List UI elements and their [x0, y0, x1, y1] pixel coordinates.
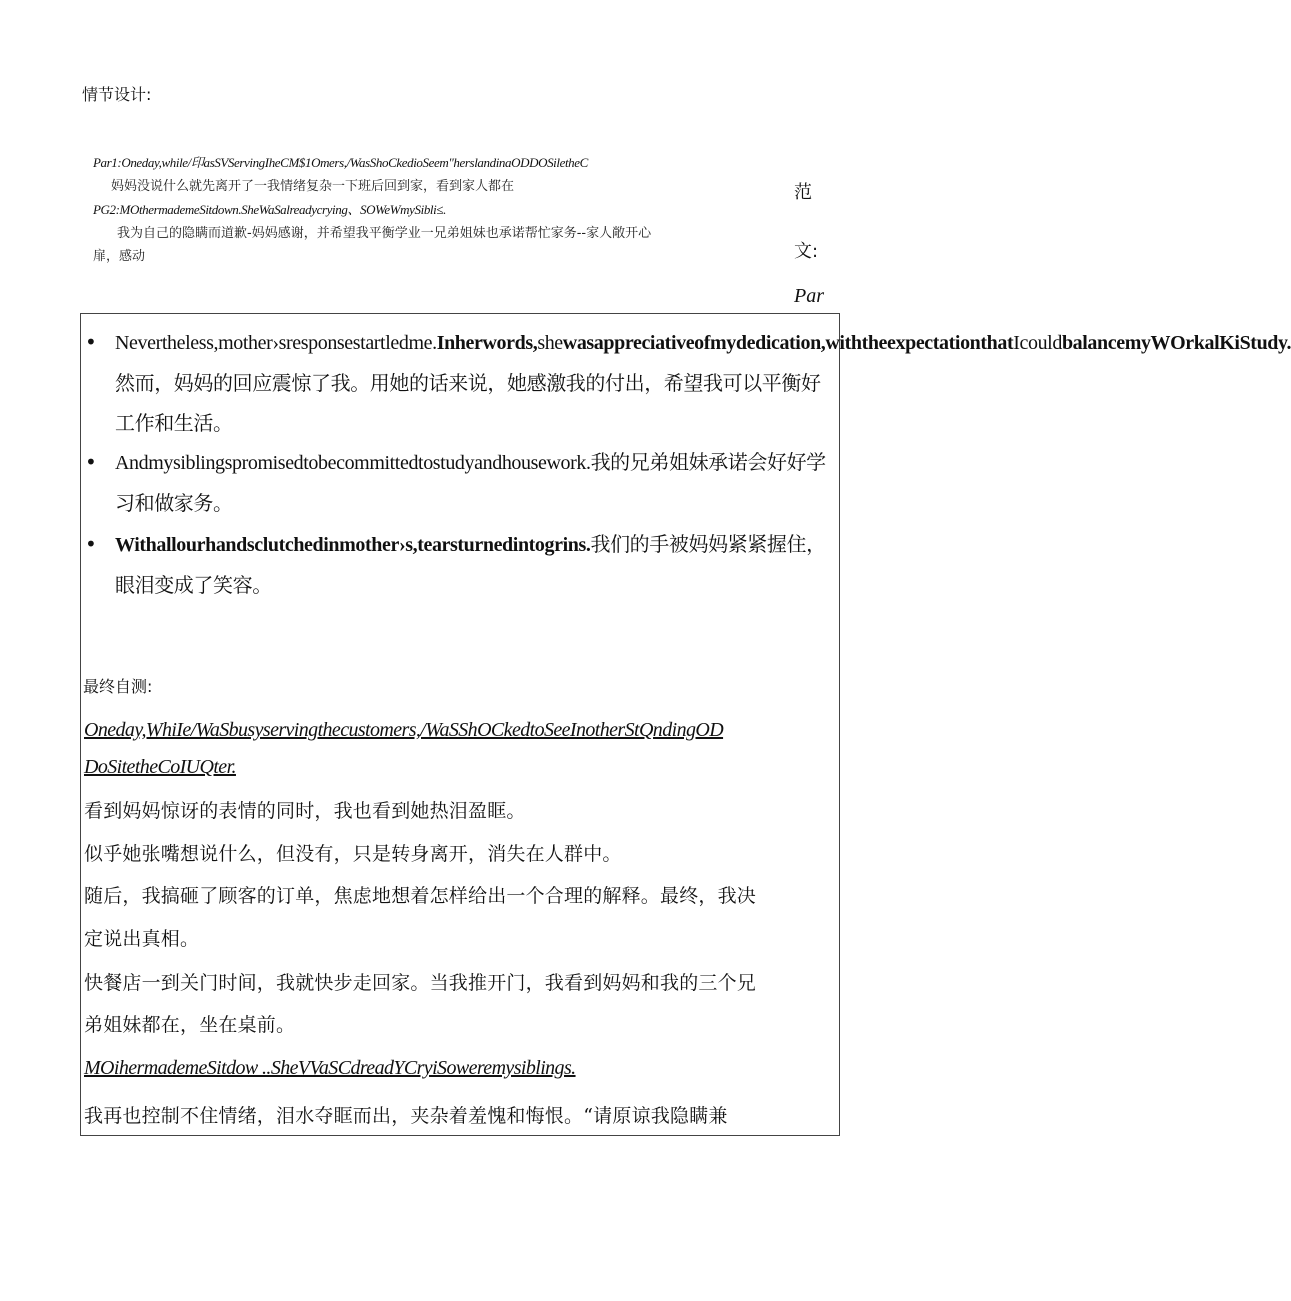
plot-design-heading: 情节设计: [82, 85, 152, 104]
bullet-dot: • [85, 450, 97, 474]
self-test-line-6: 定说出真相。 [84, 928, 200, 950]
model-bullet-3: • Withallourhandsclutchedinmother›s,tearsturnedintogrins.我们的手被妈妈紧紧握住，眼泪变成了笑容。 [81, 524, 839, 605]
self-test-line-7: 快餐店一到关门时间，我就快步走回家。当我推开门，我看到妈妈和我的三个兄 [84, 972, 757, 994]
model-label-char2: 文: [794, 241, 819, 262]
model-label-par: Par [794, 285, 824, 307]
model-label-char1: 范 [794, 182, 812, 203]
plot-part2-chinese-line2: 扉，感动 [93, 249, 146, 264]
model-bullet-2: • Andmysiblingspromisedtobecommittedtostudyandhousework.我的兄弟姐妹承诺会好好学习和做家务。 [81, 442, 839, 523]
plot-part1-english: Par1:Oneday,while/印asSVServingIheCM$1Omers,/WasShoCkedioSeem"herslandinaODDOSilethеC [93, 155, 588, 170]
self-test-line-8: 弟姐妹都在，坐在桌前。 [84, 1014, 296, 1036]
bullet-dot: • [85, 330, 97, 354]
self-test-line-4: 似乎她张嘴想说什么，但没有，只是转身离开，消失在人群中。 [84, 843, 622, 865]
plot-part2-english: PG2:MOthermademeSitdown.SheWaSalreadycrying、SOWeWmySibli≤. [93, 202, 446, 217]
self-test-line-5: 随后，我搞砸了顾客的订单，焦虑地想着怎样给出一个合理的解释。最终，我决 [84, 885, 757, 907]
self-test-line-10: 我再也控制不住情绪，泪水夺眶而出，夹杂着羞愧和悔恨。“请原谅我隐瞒兼 [84, 1105, 728, 1127]
plot-part2-chinese-line1: 我为自己的隐瞒而道歉-妈妈感谢，并希望我平衡学业一兄弟姐妹也承诺帮忙家务--家人敞开心 [117, 226, 652, 241]
self-test-line-2: DoSitetheCoIUQter. [84, 756, 236, 778]
plot-part1-chinese: 妈妈没说什么就先离开了一我情绪复杂一下班后回到家，看到家人都在 [111, 179, 515, 194]
model-essay-box [80, 313, 1291, 639]
bullet-dot: • [85, 532, 97, 556]
model-bullet-1: • Nevertheless,mother›sresponsestartledme.Inherwords,shewasappreciativeofmydedication,withtheexpectationthatIcouldbalancemyWOrkalKiStudy.然而，妈妈的回应震惊了我。用她的话来说，她感激我的付出，希望我可以平衡好工作和生活。 [81, 322, 839, 443]
self-test-line-3: 看到妈妈惊讶的表情的同时，我也看到她热泪盈眶。 [84, 800, 526, 822]
self-test-heading: 最终自测: [83, 677, 153, 696]
self-test-line-1: Oneday,WhiIe/WaSbusyservingthecustomers,/WaSShOCkedtoSeeInotherStQndingOD [84, 719, 724, 741]
self-test-box [80, 638, 840, 1136]
self-test-line-9: MOihermademeSitdow ..SheVVaSCdreadYCryiSoweremysiblings. [84, 1057, 576, 1079]
